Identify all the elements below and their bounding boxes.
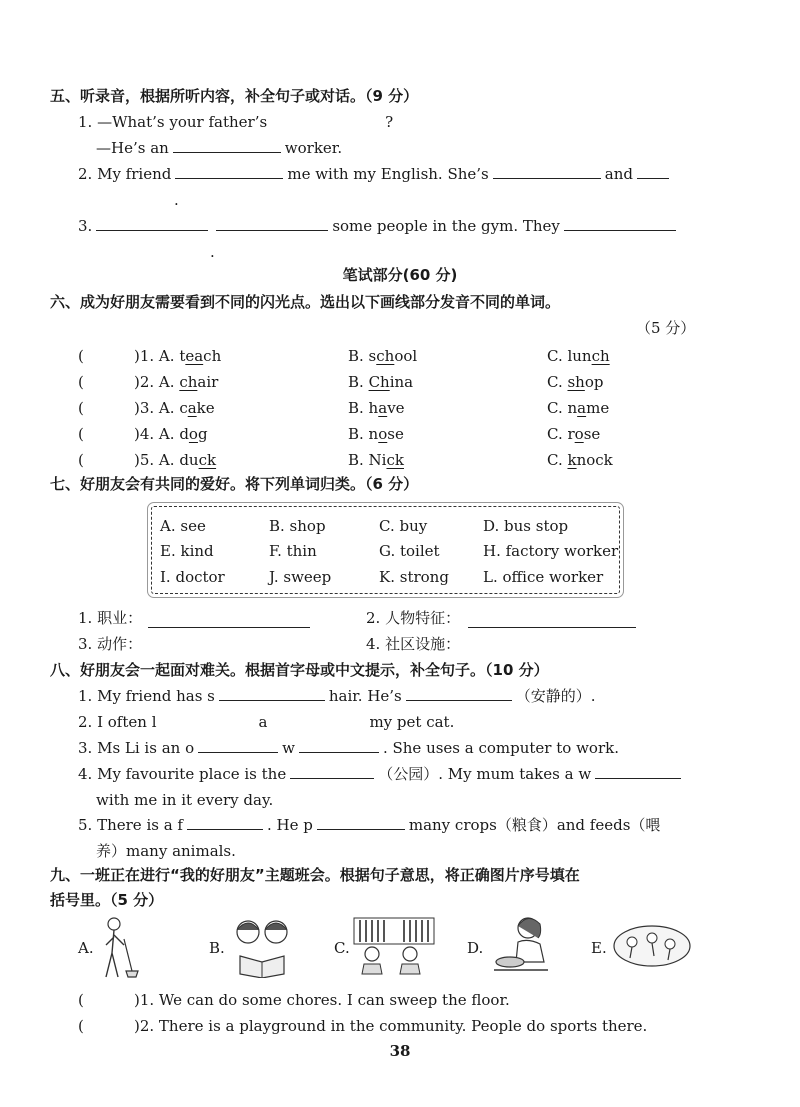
blank[interactable] [271, 713, 365, 727]
category-1-field[interactable] [148, 626, 310, 628]
section9-heading-line2: 括号里。（5 分） [50, 891, 164, 909]
blank[interactable] [175, 164, 283, 179]
s8-q3: 3. Ms Li is an o w . She uses a computer to work. [78, 739, 619, 757]
category-4-label: 4. 社区设施： [366, 635, 461, 653]
option-b: B. have [348, 399, 405, 417]
word-bank-item: D. bus stop [483, 517, 569, 535]
answer-paren[interactable]: ( [78, 1017, 84, 1035]
section6-heading: 六、成为好朋友需要看到不同的闪光点。选出以下画线部分发音不同的单词。 [50, 293, 561, 311]
blank[interactable] [96, 216, 208, 231]
s8-q4-cont: with me in it every day. [96, 791, 274, 809]
s8-q4: 4. My favourite place is the （公园）. My mum takes a w [78, 764, 685, 784]
word-bank-item: H. factory worker [483, 542, 619, 560]
category-2-label: 2. 人物特征： [366, 609, 461, 627]
s8-q5: 5. There is a f . He p many crops（粮食）and feeds（喂 [78, 816, 661, 834]
s9-item-2: ( )2. There is a playground in the community. People do sports there. [78, 1017, 648, 1035]
word-bank-item: C. buy [379, 517, 428, 535]
pic-label-c: C. [334, 939, 350, 957]
s5-q1a: 1. —What’s your father’s ? [78, 113, 394, 131]
answer-paren[interactable]: ( )3. A. cake [78, 399, 215, 417]
pic-label-b: B. [209, 939, 225, 957]
category-3-label: 3. 动作： [78, 635, 143, 653]
blank[interactable] [595, 764, 681, 779]
blank[interactable] [564, 216, 676, 231]
option-b: B. school [348, 347, 418, 365]
s5-q3: 3. some people in the gym. They [78, 216, 680, 236]
playground-illustration [612, 922, 692, 970]
section7-heading: 七、好朋友会有共同的爱好。将下列单词归类。（6 分） [50, 475, 419, 493]
word-bank-item: G. toilet [379, 542, 440, 560]
blank[interactable] [406, 686, 512, 701]
written-part-heading: 笔试部分(60 分) [342, 266, 458, 284]
section9-heading-line1: 九、一班正在进行“我的好朋友”主题班会。根据句子意思，将正确图片序号填在 [50, 866, 580, 884]
s5-q1b: —He’s an worker. [96, 139, 343, 157]
word-bank-item: L. office worker [483, 568, 604, 586]
answer-paren[interactable]: ( )2. A. chair [78, 373, 219, 391]
blank[interactable] [198, 738, 278, 753]
option-c: C. name [547, 399, 610, 417]
word-bank-item: J. sweep [269, 568, 332, 586]
section5-heading: 五、听录音，根据所听内容，补全句子或对话。（9 分） [50, 87, 419, 105]
option-c: C. rose [547, 425, 601, 443]
sweeping-person-illustration [94, 915, 144, 981]
blank[interactable] [161, 713, 255, 727]
pic-label-a: A. [78, 939, 94, 957]
s8-q2: 2. I often l a my pet cat. [78, 713, 455, 731]
word-bank-item: I. doctor [160, 568, 225, 586]
section8-heading: 八、好朋友会一起面对难关。根据首字母或中文提示，补全句子。（10 分） [50, 661, 549, 679]
blank[interactable] [317, 815, 405, 830]
blank[interactable] [290, 764, 374, 779]
blank[interactable] [493, 164, 601, 179]
blank[interactable] [187, 815, 263, 830]
option-c: C. knock [547, 451, 613, 469]
word-bank-item: A. see [160, 517, 206, 535]
answer-paren[interactable]: ( )1. A. teach [78, 347, 222, 365]
cooking-woman-illustration [488, 912, 554, 978]
answer-paren[interactable]: ( )4. A. dog [78, 425, 208, 443]
two-kids-reading-illustration [228, 916, 298, 978]
option-b: B. nose [348, 425, 404, 443]
s5-q2: 2. My friend me with my English. She’s and [78, 164, 673, 184]
pic-label-d: D. [467, 939, 484, 957]
option-c: C. lunch [547, 347, 610, 365]
s5-q2-cont: . [174, 191, 179, 209]
category-2-field[interactable] [468, 626, 636, 628]
section6-score: （5 分） [636, 319, 696, 337]
s5-q3-cont: . [210, 243, 215, 261]
word-bank-item: F. thin [269, 542, 317, 560]
blank[interactable] [299, 738, 379, 753]
word-bank-item: K. strong [379, 568, 449, 586]
option-b: B. Nick [348, 451, 404, 469]
category-1-label: 1. 职业： [78, 609, 143, 627]
word-bank-item: E. kind [160, 542, 214, 560]
pic-label-e: E. [591, 939, 607, 957]
s8-q5-cont: 养）many animals. [96, 842, 236, 860]
blank[interactable] [637, 164, 669, 179]
blank[interactable] [173, 138, 281, 153]
option-c: C. shop [547, 373, 604, 391]
blank[interactable] [216, 216, 328, 231]
answer-paren[interactable]: ( [78, 991, 84, 1009]
answer-paren[interactable]: ( )5. A. duck [78, 451, 217, 469]
library-kids-illustration [352, 916, 436, 978]
page-number: 38 [389, 1042, 411, 1060]
s9-item-1: ( )1. We can do some chores. I can sweep the floor. [78, 991, 510, 1009]
s8-q1: 1. My friend has s hair. He’s （安静的）. [78, 687, 596, 705]
option-b: B. China [348, 373, 414, 391]
blank[interactable] [219, 686, 325, 701]
word-bank-item: B. shop [269, 517, 326, 535]
blank[interactable] [271, 113, 381, 127]
